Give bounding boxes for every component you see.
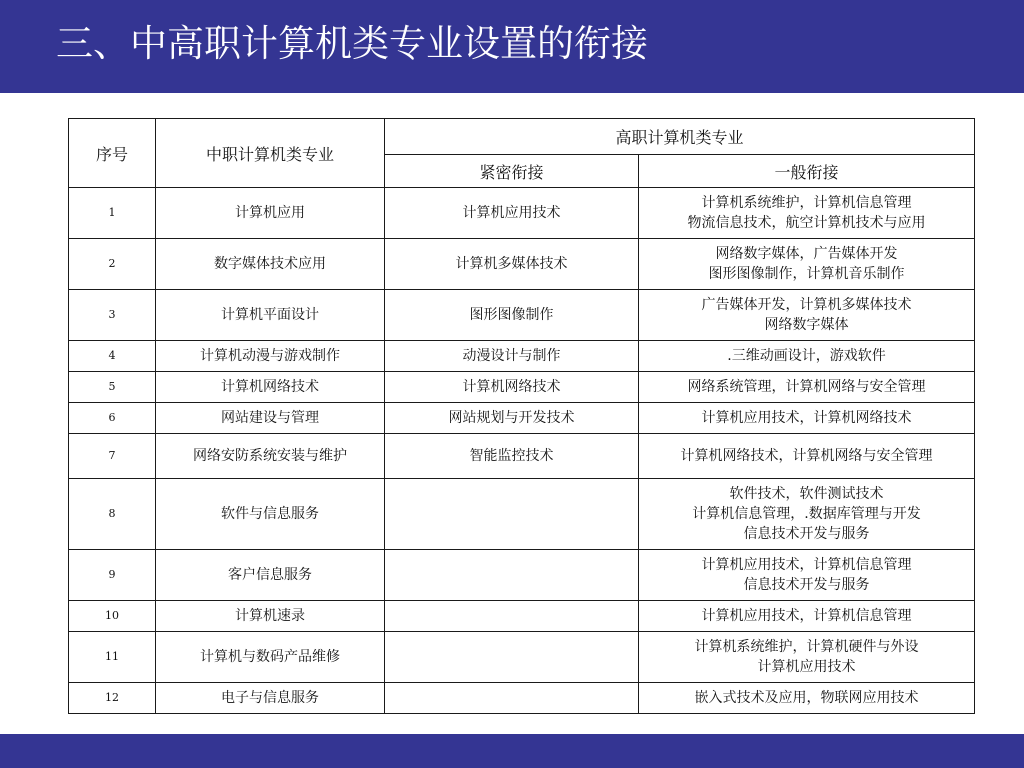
- row-number: 12: [69, 683, 156, 714]
- general-link-cell: [639, 341, 975, 372]
- general-link-line: 计算机网络技术，计算机网络与安全管理: [680, 448, 933, 464]
- general-link-line: 计算机应用技术，计算机信息管理: [701, 608, 912, 624]
- slide-title: 三、中高职计算机类专业设置的衔接: [56, 22, 648, 65]
- general-link-line: 嵌入式技术及应用，物联网应用技术: [694, 690, 919, 706]
- row-number: 1: [69, 188, 156, 239]
- general-link-line: 信息技术开发与服务: [743, 577, 870, 593]
- close-link-cell: [385, 479, 639, 550]
- general-link-cell: [639, 403, 975, 434]
- header-seq: 序号: [69, 119, 156, 188]
- general-link-line: 计算机系统维护，计算机信息管理: [701, 195, 912, 211]
- general-link-line: .三维动画设计，游戏软件: [727, 348, 886, 364]
- row-number: 7: [69, 434, 156, 479]
- table-body: [69, 188, 975, 714]
- header-band: [0, 0, 1024, 93]
- header-general-link: 一般衔接: [639, 155, 975, 188]
- close-link-cell: 计算机网络技术: [385, 372, 639, 403]
- close-link-cell: [385, 683, 639, 714]
- table-row: [69, 290, 975, 341]
- general-link-cell: [639, 434, 975, 479]
- general-link-line: 计算机系统维护，计算机硬件与外设: [694, 639, 919, 655]
- secondary-major-cell: 计算机应用: [156, 188, 385, 239]
- table-row: [69, 372, 975, 403]
- table-row: [69, 550, 975, 601]
- close-link-cell: 动漫设计与制作: [385, 341, 639, 372]
- general-link-line: 计算机应用技术: [757, 659, 856, 675]
- header-close-link: 紧密衔接: [385, 155, 639, 188]
- footer-band: [0, 734, 1024, 768]
- row-number: 10: [69, 601, 156, 632]
- table-row: [69, 341, 975, 372]
- general-link-line: 物流信息技术，航空计算机技术与应用: [687, 215, 926, 231]
- table-row: [69, 188, 975, 239]
- secondary-major-cell: 计算机与数码产品维修: [156, 632, 385, 683]
- general-link-cell: [639, 683, 975, 714]
- row-number: 5: [69, 372, 156, 403]
- close-link-cell: [385, 601, 639, 632]
- row-number: 11: [69, 632, 156, 683]
- general-link-line: 信息技术开发与服务: [743, 526, 870, 542]
- general-link-line: 网络数字媒体: [764, 317, 849, 333]
- table-row: [69, 683, 975, 714]
- general-link-line: 网络系统管理，计算机网络与安全管理: [687, 379, 926, 395]
- header-higher-major: 高职计算机类专业: [385, 119, 975, 155]
- general-link-line: 计算机信息管理，.数据库管理与开发: [692, 506, 921, 522]
- table-row: [69, 239, 975, 290]
- secondary-major-cell: 计算机速录: [156, 601, 385, 632]
- secondary-major-cell: 网络安防系统安装与维护: [156, 434, 385, 479]
- secondary-major-cell: 网站建设与管理: [156, 403, 385, 434]
- header-secondary-major: 中职计算机类专业: [156, 119, 385, 188]
- secondary-major-cell: 计算机网络技术: [156, 372, 385, 403]
- secondary-major-cell: 计算机动漫与游戏制作: [156, 341, 385, 372]
- secondary-major-cell: 客户信息服务: [156, 550, 385, 601]
- table-row: [69, 403, 975, 434]
- general-link-cell: [639, 239, 975, 290]
- table-row: [69, 632, 975, 683]
- general-link-cell: [639, 479, 975, 550]
- secondary-major-cell: 软件与信息服务: [156, 479, 385, 550]
- general-link-line: 图形图像制作，计算机音乐制作: [708, 266, 905, 282]
- table-row: [69, 479, 975, 550]
- general-link-line: 软件技术，软件测试技术: [729, 486, 884, 502]
- close-link-cell: 网站规划与开发技术: [385, 403, 639, 434]
- close-link-cell: 图形图像制作: [385, 290, 639, 341]
- row-number: 2: [69, 239, 156, 290]
- general-link-line: 网络数字媒体，广告媒体开发: [715, 246, 898, 262]
- general-link-line: 计算机应用技术，计算机网络技术: [701, 410, 912, 426]
- major-alignment-table: [68, 118, 975, 714]
- general-link-cell: [639, 188, 975, 239]
- general-link-cell: [639, 550, 975, 601]
- close-link-cell: 智能监控技术: [385, 434, 639, 479]
- table-row: [69, 434, 975, 479]
- row-number: 3: [69, 290, 156, 341]
- row-number: 4: [69, 341, 156, 372]
- close-link-cell: [385, 632, 639, 683]
- row-number: 6: [69, 403, 156, 434]
- row-number: 9: [69, 550, 156, 601]
- close-link-cell: 计算机应用技术: [385, 188, 639, 239]
- general-link-cell: [639, 372, 975, 403]
- row-number: 8: [69, 479, 156, 550]
- secondary-major-cell: 数字媒体技术应用: [156, 239, 385, 290]
- secondary-major-cell: 计算机平面设计: [156, 290, 385, 341]
- secondary-major-cell: 电子与信息服务: [156, 683, 385, 714]
- close-link-cell: 计算机多媒体技术: [385, 239, 639, 290]
- general-link-cell: [639, 601, 975, 632]
- general-link-line: 计算机应用技术，计算机信息管理: [701, 557, 912, 573]
- general-link-cell: [639, 290, 975, 341]
- table-row: [69, 601, 975, 632]
- general-link-cell: [639, 632, 975, 683]
- general-link-line: 广告媒体开发，计算机多媒体技术: [701, 297, 912, 313]
- close-link-cell: [385, 550, 639, 601]
